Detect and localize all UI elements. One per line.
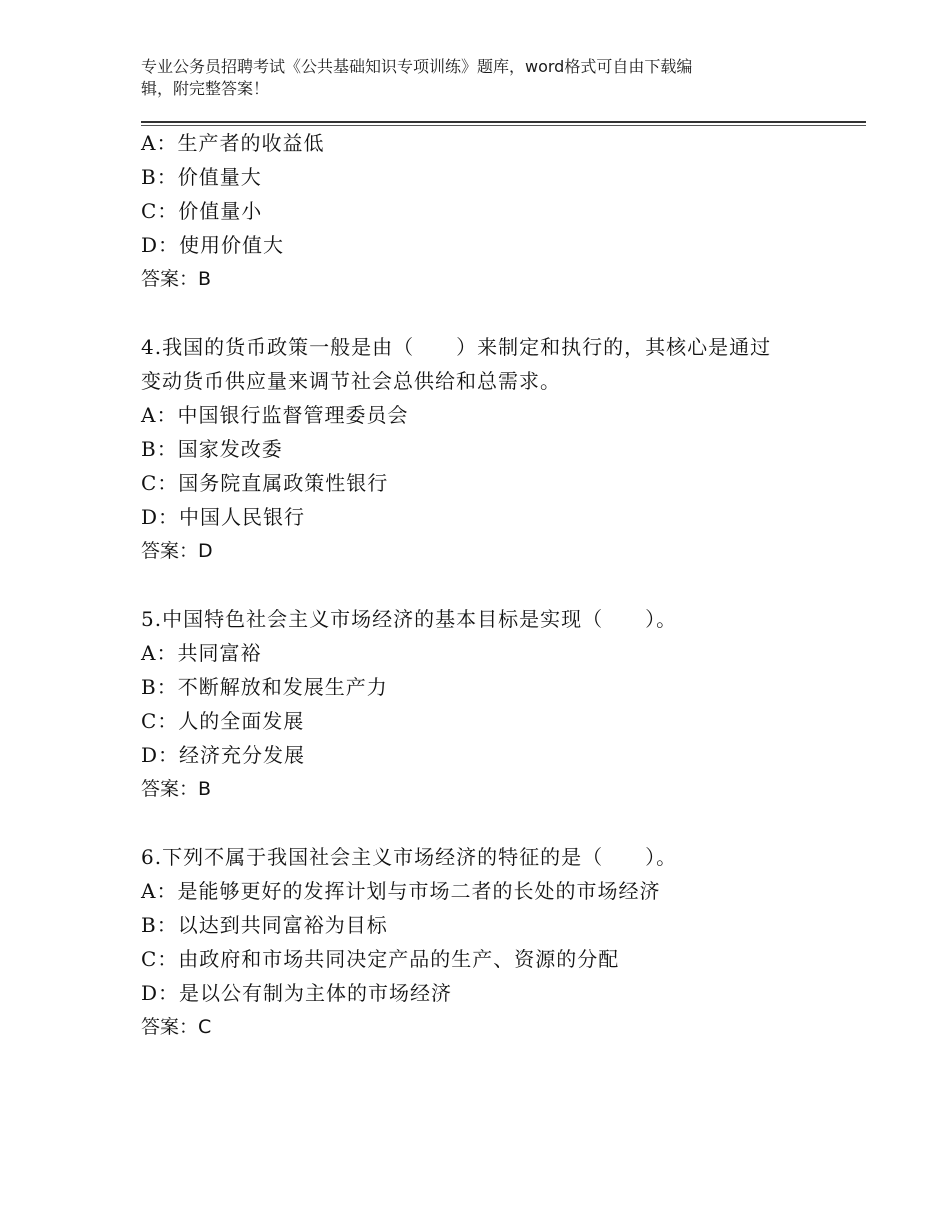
option-b: B：国家发改委 — [141, 437, 283, 461]
question-stem-line-2: 变动货币供应量来调节社会总供给和总需求。 — [141, 369, 561, 393]
document-header — [141, 56, 801, 100]
option-d: D：使用价值大 — [141, 233, 285, 257]
header-line-1: 专业公务员招聘考试《公共基础知识专项训练》题库，word格式可自由下载编 — [141, 57, 693, 76]
option-c: C：由政府和市场共同决定产品的生产、资源的分配 — [141, 947, 620, 971]
answer: 答案：B — [141, 778, 212, 800]
question-list — [141, 126, 841, 1044]
option-d: D：中国人民银行 — [141, 505, 306, 529]
option-a: A：共同富裕 — [141, 641, 262, 665]
question-stem-line-1: 6.下列不属于我国社会主义市场经济的特征的是（ ）。 — [141, 845, 678, 869]
option-c: C：人的全面发展 — [141, 709, 305, 733]
question-5 — [141, 602, 841, 806]
spacer — [141, 568, 841, 602]
answer: 答案：B — [141, 268, 212, 290]
spacer — [141, 806, 841, 840]
header-divider-thick — [141, 121, 866, 123]
option-b: B：价值量大 — [141, 165, 262, 189]
option-a: A：中国银行监督管理委员会 — [141, 403, 409, 427]
option-b: B：不断解放和发展生产力 — [141, 675, 388, 699]
answer: 答案：C — [141, 1016, 212, 1038]
option-c: C：国务院直属政策性银行 — [141, 471, 389, 495]
answer: 答案：D — [141, 540, 213, 562]
question-stem-line-1: 4.我国的货币政策一般是由（ ）来制定和执行的，其核心是通过 — [141, 335, 772, 359]
question-6 — [141, 840, 841, 1044]
option-a: A：是能够更好的发挥计划与市场二者的长处的市场经济 — [141, 879, 661, 903]
option-c: C：价值量小 — [141, 199, 263, 223]
question-4 — [141, 330, 841, 568]
question-3 — [141, 126, 841, 296]
option-d: D：经济充分发展 — [141, 743, 306, 767]
question-stem-line-1: 5.中国特色社会主义市场经济的基本目标是实现（ ）。 — [141, 607, 678, 631]
header-line-2: 辑，附完整答案！ — [141, 79, 270, 98]
spacer — [141, 296, 841, 330]
option-d: D：是以公有制为主体的市场经济 — [141, 981, 453, 1005]
option-b: B：以达到共同富裕为目标 — [141, 913, 388, 937]
option-a: A：生产者的收益低 — [141, 131, 325, 155]
